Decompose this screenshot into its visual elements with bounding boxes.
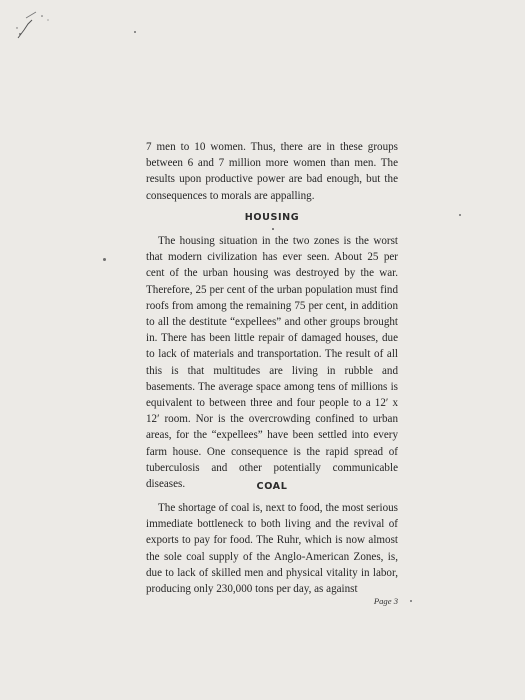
housing-text xyxy=(146,233,398,492)
ink-speck xyxy=(410,600,412,602)
paragraph-housing: The housing situation in the two zones is the worst that modern civilization has ever seen. About 25 per cent of the urban housing was destroyed by the war. Therefore, 25 per cent of the urban population must find roofs from among the remaining 75 per cent, in addition to all the destitute “expellees” and other groups brought in. There has been little repair of damaged houses, due to lack of materials and transportation. The result of all this is that multitudes are living in rubble and basements. The average space among tens of millions is equivalent to between three and four people to a 12′ x 12′ room. Nor is the overcrowding confined to urban areas, for the “expellees” have been settled into every farm house. One consequence is the rapid spread of tuberculosis and other potentially communicable diseases. xyxy=(146,235,398,491)
corner-scribble-mark xyxy=(14,6,54,40)
heading-housing: HOUSING xyxy=(244,212,300,223)
ink-speck xyxy=(459,214,461,216)
ink-speck xyxy=(134,31,136,33)
paragraph-intro: 7 men to 10 women. Thus, there are in these groups between 6 and 7 million more women than men. The results upon productive power are bad enough, but the consequences to morals are appalling. xyxy=(146,141,398,202)
ink-speck xyxy=(272,228,274,230)
page-number: Page 3 xyxy=(373,596,398,606)
intro-text xyxy=(146,139,398,204)
paragraph-coal: The shortage of coal is, next to food, the most serious immediate bottleneck to both living and the revival of exports to pay for food. The Ruhr, which is now almost the sole coal supply of the Anglo-American Zones, is, due to lack of skilled men and physical vitality in labor, producing only 230,000 tons per day, as against xyxy=(146,502,398,596)
heading-coal: COAL xyxy=(256,481,288,492)
ink-speck xyxy=(103,258,106,261)
coal-text xyxy=(146,500,398,597)
